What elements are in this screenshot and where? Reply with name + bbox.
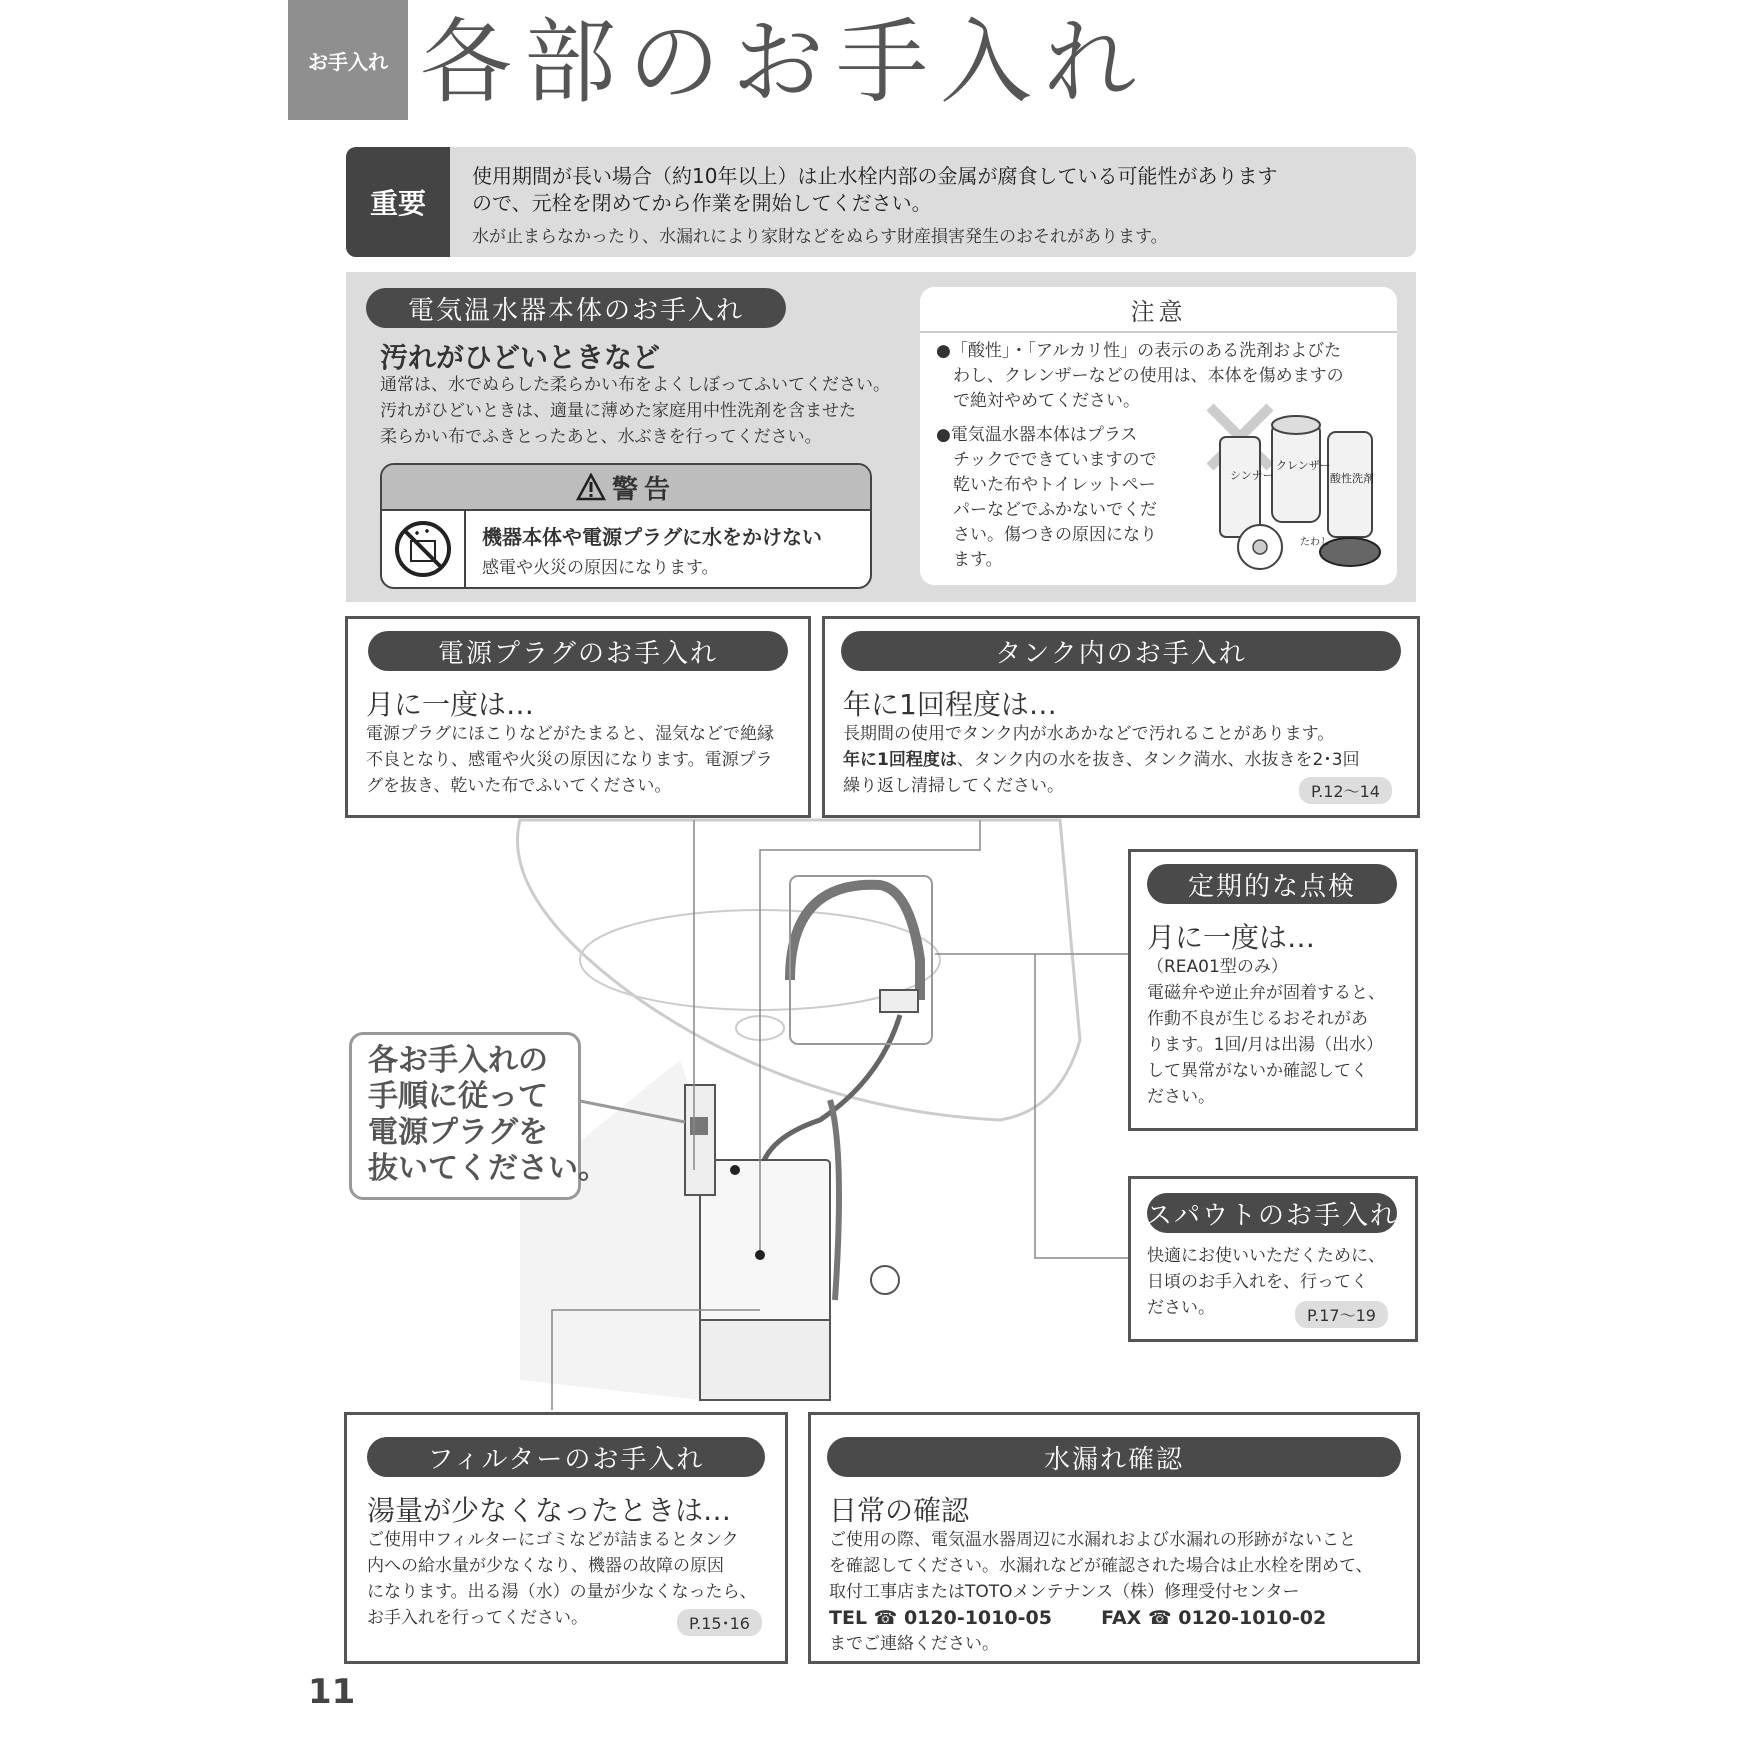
tel-number: TEL ☎ 0120-1010-05 (829, 1607, 1052, 1629)
leak-check-heading: 日常の確認 (829, 1494, 970, 1527)
text-line: 汚れがひどいときは、適量に薄めた家庭用中性洗剤を含ませた (380, 401, 856, 421)
page-title: 各部のお手入れ (420, 9, 1149, 116)
label-thinner: シンナー (1230, 469, 1274, 482)
callout-text (368, 1043, 608, 1187)
warning-main: 機器本体や電源プラグに水をかけない (482, 525, 822, 549)
text-line: ります。1回/月は出湯（出水） (1147, 1035, 1384, 1055)
body-care-heading: 汚れがひどいときなど (380, 341, 661, 374)
important-label: 重要 (346, 147, 450, 257)
label-cleanser: クレンザー (1276, 459, 1331, 472)
text-line: 通常は、水でぬらした柔らかい布をよくしぼってふいてください。 (380, 375, 890, 395)
tank-page-ref: P.12～14 (1299, 777, 1392, 804)
inspection-text (1147, 954, 1385, 1110)
text-line: 柔らかい布でふきとったあと、水ぶきを行ってください。 (380, 427, 822, 447)
tank-bold: 年に1回程度は (843, 750, 957, 770)
inspection-box (1128, 849, 1418, 1131)
filter-care-box (344, 1412, 788, 1664)
page-number: 11 (308, 1672, 356, 1712)
plug-care-text (366, 721, 774, 799)
label-acid: 酸性洗剤 (1330, 472, 1374, 485)
section-tag: お手入れ (288, 0, 408, 120)
text-line: さい。傷つきの原因になり (936, 525, 1157, 545)
spout-care-pill: スパウトのお手入れ (1147, 1193, 1397, 1233)
text-line: （REA01型のみ） (1147, 957, 1288, 977)
text-line: ださい。 (1147, 1298, 1215, 1318)
text-line: 取付工事店またはTOTOメンテナンス（株）修理受付センター (829, 1582, 1300, 1602)
text-line: になります。出る湯（水）の量が少なくなったら、 (367, 1582, 757, 1602)
text-line: お手入れを行ってください。 (367, 1608, 588, 1628)
text-line: 手順に従って (368, 1079, 548, 1114)
tank-rest: 、タンク内の水を抜き、タンク満水、水抜きを2･3回 (956, 750, 1360, 770)
text-line: 乾いた布やトイレットペー (936, 475, 1156, 495)
text-line: 繰り返し清掃してください。 (843, 776, 1064, 796)
text-line: 電磁弁や逆止弁が固着すると、 (1147, 983, 1385, 1003)
tank-care-heading: 年に1回程度は… (843, 688, 1057, 721)
text-line: ●電気温水器本体はプラス (936, 425, 1138, 445)
text-line: 不良となり、感電や火災の原因になります。電源プラ (366, 750, 773, 770)
text-line: 快適にお使いいただくために、 (1147, 1246, 1385, 1266)
text-line: までご連絡ください。 (829, 1634, 999, 1654)
text-line: 長期間の使用でタンク内が水あかなどで汚れることがあります。 (843, 724, 1335, 744)
leak-check-pill: 水漏れ確認 (827, 1437, 1401, 1477)
text-line: 内への給水量が少なくなり、機器の故障の原因 (367, 1556, 724, 1576)
filter-care-pill: フィルターのお手入れ (367, 1437, 765, 1477)
tank-care-text (843, 721, 1360, 799)
text-line: を確認してください。水漏れなどが確認された場合は止水栓を閉めて、 (829, 1556, 1373, 1576)
text-line: 電源プラグを (368, 1115, 548, 1150)
plug-care-box (345, 616, 811, 818)
text-line: パーなどでふかないでくだ (936, 500, 1157, 520)
important-line: 使用期間が長い場合（約10年以上）は止水栓内部の金属が腐食している可能性があります (472, 164, 1278, 188)
text-line: ださい。 (1147, 1087, 1215, 1107)
tank-care-pill: タンク内のお手入れ (841, 631, 1401, 671)
text-line: チックでできていますので (936, 450, 1157, 470)
contact-line (829, 1605, 1373, 1631)
filter-care-heading: 湯量が少なくなったときは… (367, 1494, 732, 1527)
spout-care-box (1128, 1176, 1418, 1342)
label-tawashi: たわし (1300, 537, 1330, 548)
text-line: ご使用の際、電気温水器周辺に水漏れおよび水漏れの形跡がないこと (829, 1530, 1356, 1550)
caution-head: 注意 (920, 287, 1397, 333)
text-line: ご使用中フィルターにゴミなどが詰まるとタンク (367, 1530, 739, 1550)
spout-page-ref: P.17～19 (1295, 1301, 1388, 1328)
tank-care-box (822, 616, 1420, 818)
text-line: ●「酸性」・「アルカリ性」の表示のある洗剤およびた (936, 341, 1342, 361)
inspection-heading: 月に一度は… (1147, 921, 1316, 954)
warning-head-label: 警告 (611, 474, 676, 505)
important-sub: 水が止まらなかったり、水漏れにより家財などをぬらす財産損害発生のおそれがあります。 (472, 227, 1168, 247)
text-line: 日頃のお手入れを、行ってく (1147, 1272, 1368, 1292)
fax-number: FAX ☎ 0120-1010-02 (1101, 1607, 1327, 1629)
text-line (843, 747, 1360, 773)
text-line: ます。 (936, 550, 1003, 570)
warning-sub: 感電や火災の原因になります。 (482, 558, 719, 578)
filter-page-ref: P.15･16 (677, 1609, 762, 1636)
text-line: 抜いてください。 (368, 1151, 608, 1186)
text-line: で絶対やめてください。 (936, 391, 1140, 411)
plug-care-heading: 月に一度は… (366, 688, 535, 721)
text-line: 電源プラグにほこりなどがたまると、湿気などで絶縁 (366, 724, 774, 744)
unplug-callout (349, 1032, 608, 1200)
plug-care-pill: 電源プラグのお手入れ (368, 631, 788, 671)
body-care-pill: 電気温水器本体のお手入れ (366, 288, 786, 328)
important-line: ので、元栓を閉めてから作業を開始してください。 (472, 191, 932, 215)
text-line: 各お手入れの (368, 1043, 548, 1078)
text-line: して異常がないか確認してく (1147, 1061, 1368, 1081)
text-line: グを抜き、乾いた布でふいてください。 (366, 776, 672, 796)
text-line: わし、クレンザーなどの使用は、本体を傷めますの (936, 366, 1344, 386)
leak-check-box (808, 1412, 1420, 1664)
leak-check-text (829, 1527, 1373, 1657)
text-line: 作動不良が生じるおそれがあ (1147, 1009, 1368, 1029)
inspection-pill: 定期的な点検 (1147, 864, 1397, 904)
